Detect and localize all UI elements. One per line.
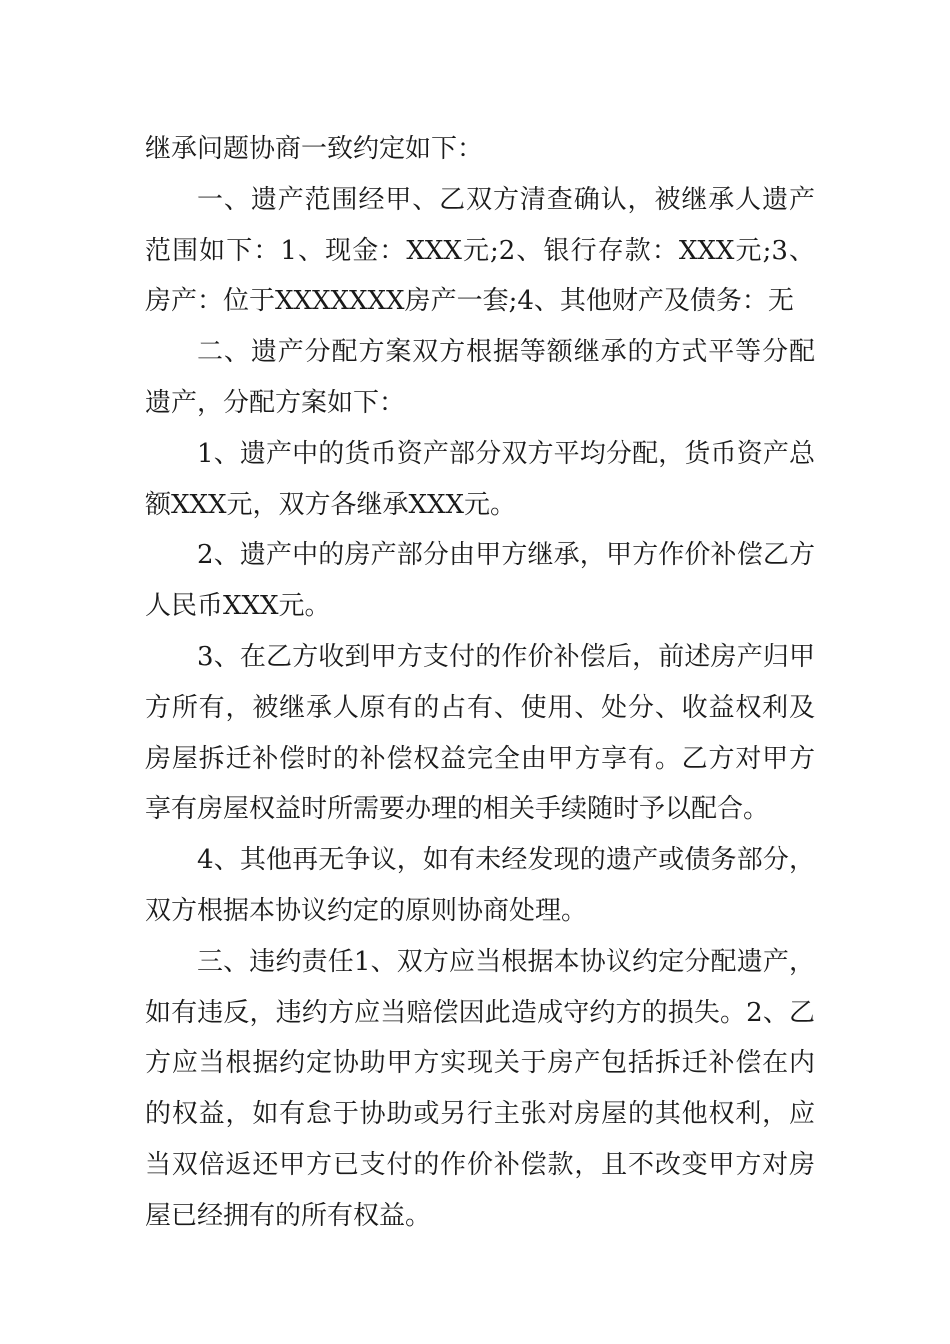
document-body xyxy=(145,124,815,1242)
paragraph-estate-scope: 一、遗产范围经甲、乙双方清查确认，被继承人遗产范围如下：1、现金：XXX元;2、银行存款：XXX元;3、房产：位于XXXXXXX房产一套;4、其他财产及债务：无 xyxy=(145,184,815,317)
paragraph-item-4: 4、其他再无争议，如有未经发现的遗产或债务部分，双方根据本协议约定的原则协商处理。 xyxy=(145,845,815,926)
paragraph-intro: 继承问题协商一致约定如下： xyxy=(145,134,484,164)
paragraph-breach-liability: 三、违约责任1、双方应当根据本协议约定分配遗产，如有违反，违约方应当赔偿因此造成守约方的损失。2、乙方应当根据约定协助甲方实现关于房产包括拆迁补偿在内的权益，如有怠于协助或另行主张对房屋的其他权利，应当双倍返还甲方已支付的作价补偿款，且不改变甲方对房屋已经拥有的所有权益。 xyxy=(145,946,815,1231)
paragraph-item-2: 2、遗产中的房产部分由甲方继承，甲方作价补偿乙方人民币XXX元。 xyxy=(145,540,815,622)
paragraph-item-3: 3、在乙方收到甲方支付的作价补偿后，前述房产归甲方所有，被继承人原有的占有、使用、处分、收益权利及房屋拆迁补偿时的补偿权益完全由甲方享有。乙方对甲方享有房屋权益时所需要办理的相关手续随时予以配合。 xyxy=(145,641,815,825)
paragraph-item-1: 1、遗产中的货币资产部分双方平均分配，货币资产总额XXX元，双方各继承XXX元。 xyxy=(145,438,815,520)
paragraph-distribution-plan: 二、遗产分配方案双方根据等额继承的方式平等分配遗产，分配方案如下： xyxy=(145,337,815,418)
